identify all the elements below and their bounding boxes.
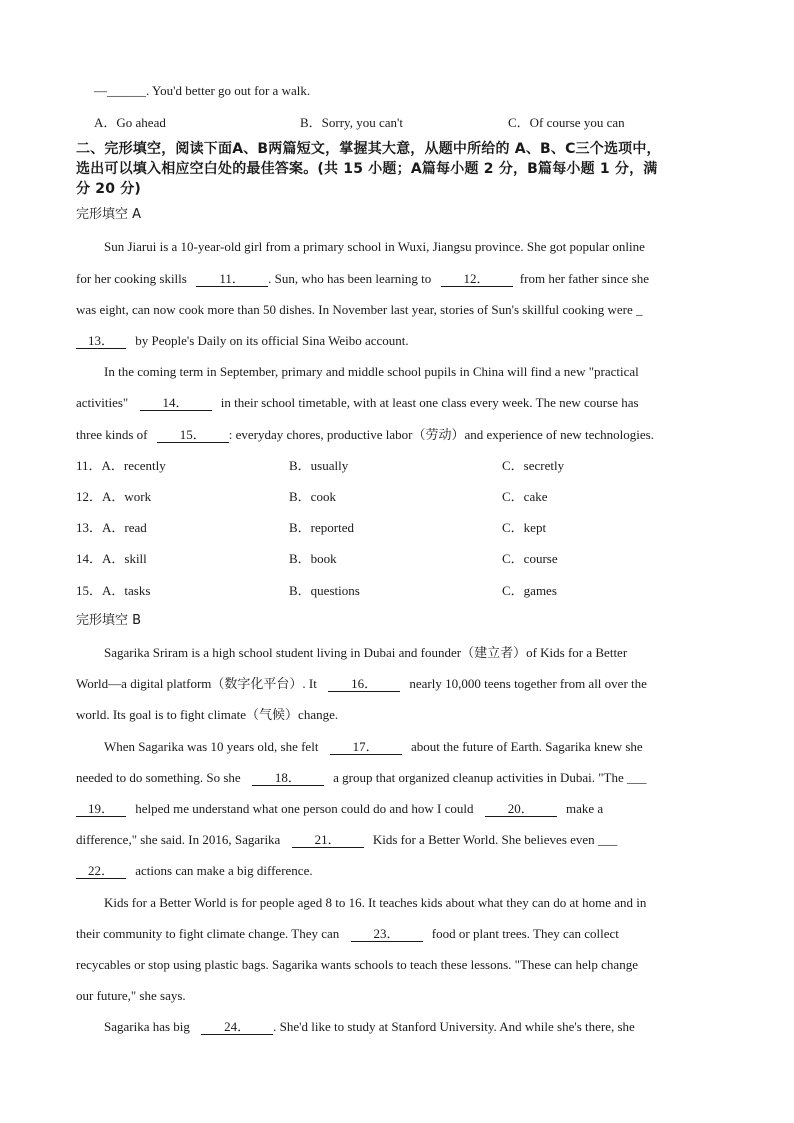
text: about the future of Earth. Sagarika knew she (410, 739, 643, 754)
passage-b-title: 完形填空 B (76, 613, 142, 628)
blank-13: 13． (76, 333, 126, 349)
blank-11: 11． (196, 271, 268, 287)
passage-b-line (104, 738, 724, 756)
option-15-b: B．questions (289, 583, 360, 598)
blank-20: 20． (485, 801, 557, 817)
option-13-a: 13．A．read (76, 520, 147, 535)
passage-a-line: In the coming term in September, primary and middle school pupils in China will find a new "practical (104, 364, 639, 379)
passage-a-line: Sun Jiarui is a 10-year-old girl from a primary school in Wuxi, Jiangsu province. She got popular online (104, 239, 645, 254)
text: from her father since she (519, 271, 650, 286)
text: three kinds of (76, 427, 148, 442)
option-12-b: B．cook (289, 489, 336, 504)
q10-stem: —______. You'd better go out for a walk. (94, 83, 311, 98)
text: nearly 10,000 teens together from all over the (409, 676, 647, 691)
text: Sagarika has big (104, 1019, 190, 1034)
option-11-c: C．secretly (502, 458, 565, 473)
option-13-b: B．reported (289, 520, 354, 535)
blank-23: 23． (351, 926, 423, 942)
text: food or plant trees. They can collect (431, 926, 619, 941)
blank-18: 18． (252, 770, 324, 786)
text: make a (566, 801, 604, 816)
option-14-a: 14．A．skill (76, 551, 147, 566)
text: activities" (76, 395, 129, 410)
text: in their school timetable, with at least one class every week. The new course has (220, 395, 639, 410)
option-11-b: B．usually (289, 458, 349, 473)
blank-17: 17． (330, 739, 402, 755)
passage-b-line: world. Its goal is to fight climate（气候）change. (76, 707, 339, 722)
text: When Sagarika was 10 years old, she felt (104, 739, 319, 754)
blank-22: 22． (76, 863, 126, 879)
option-15-a: 15．A．tasks (76, 583, 151, 598)
passage-b-line: Kids for a Better World is for people aged 8 to 16. It teaches kids about what they can do at home and in (104, 895, 647, 910)
text: difference," she said. In 2016, Sagarika (76, 832, 281, 847)
passage-b-line: Sagarika Sriram is a high school student living in Dubai and founder（建立者）of Kids for a Better (104, 645, 628, 660)
text: . Sun, who has been learning to (268, 271, 432, 286)
q10-option-a: A．Go ahead (94, 115, 166, 130)
blank-16: 16． (328, 676, 400, 692)
passage-a-line (76, 426, 724, 444)
blank-24: 24． (201, 1019, 273, 1035)
text: : everyday chores, productive labor（劳动）and experience of new technologies. (228, 427, 654, 442)
section-heading-line3: 分 20 分) (76, 181, 142, 197)
passage-b-line (76, 769, 724, 787)
text: actions can make a big difference. (135, 863, 313, 878)
text: needed to do something. So she (76, 770, 241, 785)
section-heading-line2: 选出可以填入相应空白处的最佳答案。(共 15 小题；A篇每小题 2 分，B篇每小题 1 分，满 (76, 161, 658, 177)
q10-option-c: C．Of course you can (508, 115, 625, 130)
blank-21: 21． (292, 832, 364, 848)
text: World—a digital platform（数字化平台）. It (76, 676, 317, 691)
text: their community to fight climate change. They can (76, 926, 340, 941)
passage-a-title: 完形填空 A (76, 207, 142, 222)
q10-option-b: B．Sorry, you can't (300, 115, 403, 130)
passage-b-line (76, 800, 724, 818)
blank-19: 19． (76, 801, 126, 817)
text: for her cooking skills (76, 271, 187, 286)
option-12-a: 12．A．work (76, 489, 152, 504)
option-12-c: C．cake (502, 489, 548, 504)
passage-b-line (76, 925, 724, 943)
option-15-c: C．games (502, 583, 557, 598)
option-11-a: 11．A．recently (76, 458, 166, 473)
text: a group that organized cleanup activities in Dubai. "The ___ (333, 770, 647, 785)
option-13-c: C．kept (502, 520, 547, 535)
text: Kids for a Better World. She believes even ___ (372, 832, 618, 847)
passage-a-line: was eight, can now cook more than 50 dishes. In November last year, stories of Sun's skillful cooking were _ (76, 302, 643, 317)
passage-b-line (76, 862, 724, 880)
text: . She'd like to study at Stanford University. And while she's there, she (273, 1019, 635, 1034)
blank-14: 14． (140, 395, 212, 411)
blank-12: 12． (441, 271, 513, 287)
option-14-b: B．book (289, 551, 337, 566)
passage-b-line: our future," she says. (76, 988, 186, 1003)
text: helped me understand what one person could do and how I could (135, 801, 474, 816)
blank-15: 15． (157, 427, 229, 443)
section-heading-line1: 二、完形填空，阅读下面A、B两篇短文，掌握其大意，从题中所给的 A、B、C三个选项中， (76, 141, 661, 157)
passage-a-line (76, 270, 724, 288)
option-14-c: C．course (502, 551, 558, 566)
text: by People's Daily on its official Sina Weibo account. (135, 333, 409, 348)
passage-b-line (76, 831, 724, 849)
passage-a-line (76, 394, 724, 412)
passage-a-line (76, 332, 724, 350)
passage-b-line (104, 1018, 724, 1036)
passage-b-line: recycables or stop using plastic bags. Sagarika wants schools to teach these lessons. "These can help change (76, 957, 638, 972)
passage-b-line (76, 675, 724, 693)
